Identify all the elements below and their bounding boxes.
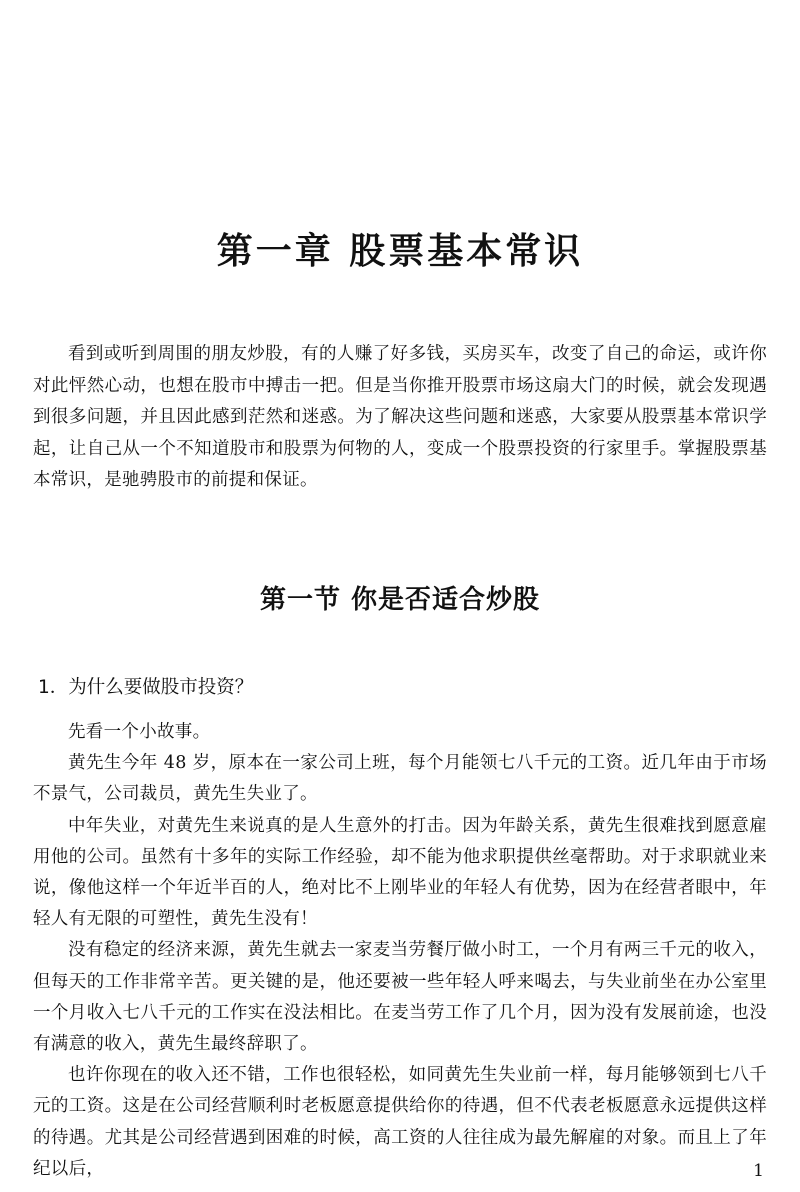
- body-paragraph: 先看一个小故事。: [68, 722, 211, 742]
- body-text: [33, 717, 767, 1185]
- page-number: 1: [753, 1161, 764, 1181]
- body-paragraph: 也许你现在的收入还不错，工作也很轻松，如同黄先生失业前一样，每月能够领到七八千元的工资。这是在公司经营顺利时老板愿意提供给你的待遇，但不代表老板愿意永远提供这样的待遇。尤其是公司经营遇到困难的时候，高工资的人往往成为最先解雇的对象。而且上了年纪以后，: [33, 1065, 767, 1179]
- body-paragraph: 黄先生今年 48 岁，原本在一家公司上班，每个月能领七八千元的工资。近几年由于市场不景气，公司裁员，黄先生失业了。: [33, 753, 767, 805]
- body-paragraph: 没有稳定的经济来源，黄先生就去一家麦当劳餐厅做小时工，一个月有两三千元的收入，但每天的工作非常辛苦。更关键的是，他还要被一些年轻人呼来喝去，与失业前坐在办公室里一个月收入七八千元的工作实在没法相比。在麦当劳工作了几个月，因为没有发展前途，也没有满意的收入，黄先生最终辞职了。: [33, 940, 767, 1055]
- chapter-title: 第一章 股票基本常识: [216, 231, 584, 272]
- question-heading: 1．为什么要做股市投资？: [38, 677, 254, 698]
- section-title: 第一节 你是否适合炒股: [259, 585, 541, 615]
- body-paragraph: 中年失业，对黄先生来说真的是人生意外的打击。因为年龄关系，黄先生很难找到愿意雇用他的公司。虽然有十多年的实际工作经验，却不能为他求职提供丝毫帮助。对于求职就业来说，像他这样一个年近半百的人，绝对比不上刚毕业的年轻人有优势，因为在经营者眼中，年轻人有无限的可塑性，黄先生没有！: [33, 815, 767, 930]
- chapter-intro-paragraph: 看到或听到周围的朋友炒股，有的人赚了好多钱，买房买车，改变了自己的命运，或许你对此怦然心动，也想在股市中搏击一把。但是当你推开股票市场这扇大门的时候，就会发现遇到很多问题，并且因此感到茫然和迷惑。为了解决这些问题和迷惑，大家要从股票基本常识学起，让自己从一个不知道股市和股票为何物的人，变成一个股票投资的行家里手。掌握股票基本常识，是驰骋股市的前提和保证。: [33, 344, 767, 490]
